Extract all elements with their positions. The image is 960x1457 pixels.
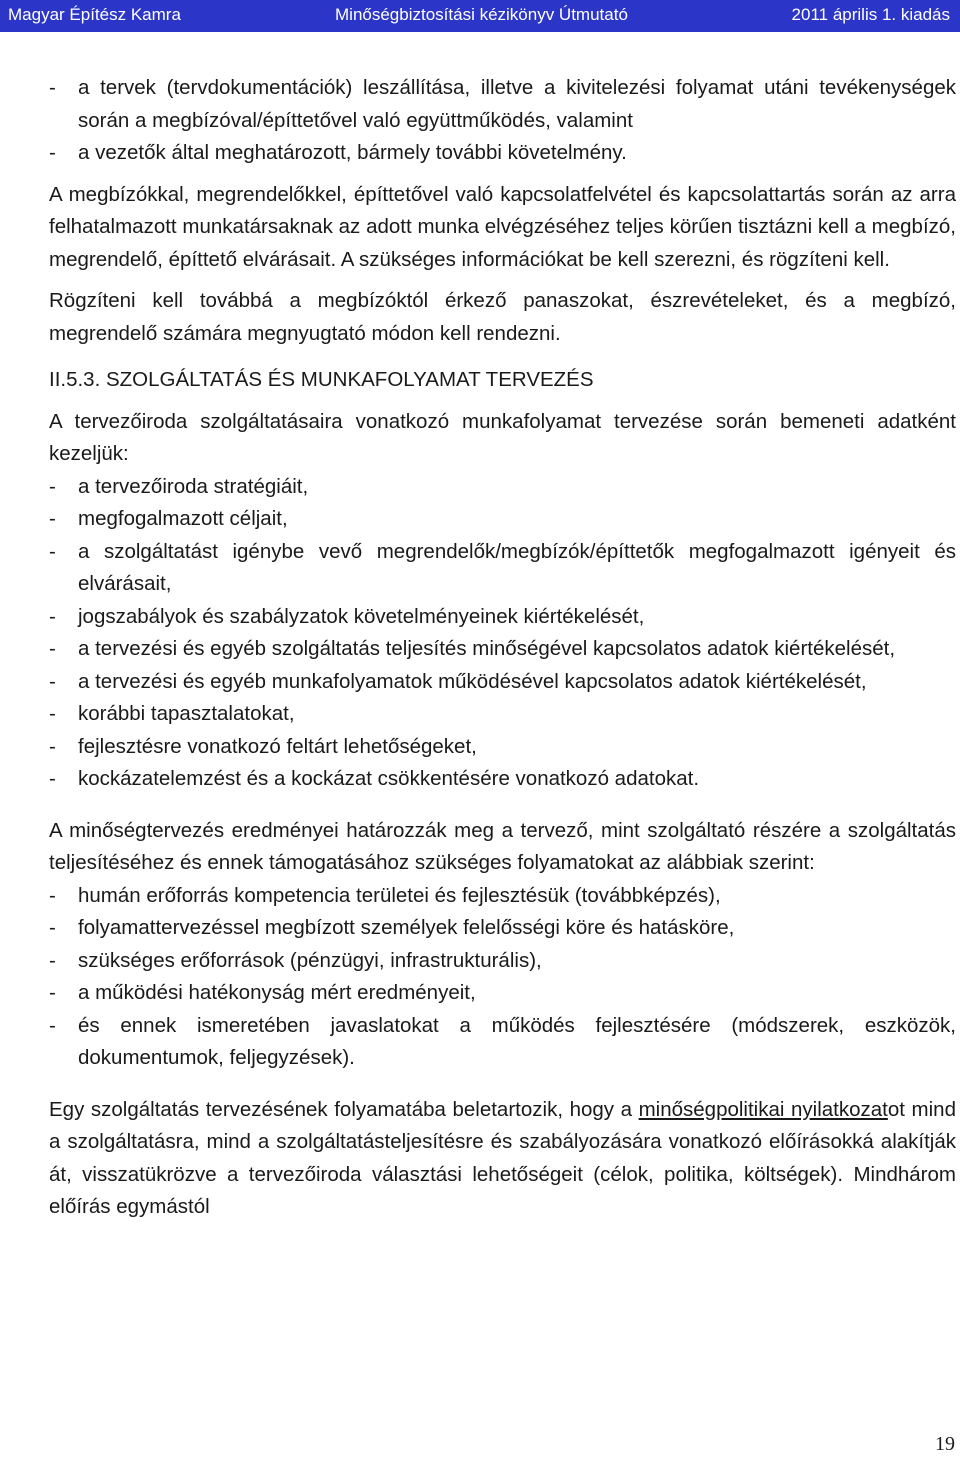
header-organization: Magyar Építész Kamra xyxy=(8,5,181,24)
page-number: 19 xyxy=(935,1433,955,1455)
list-item: - korábbi tapasztalatokat, xyxy=(49,698,956,731)
list-item: - szükséges erőforrások (pénzügyi, infrastrukturális), xyxy=(49,945,956,978)
list-item: - a szolgáltatást igénybe vevő megrendelők/megbízók/építtetők megfogalmazott igényeit és elvárásait, xyxy=(49,536,956,601)
list-item: - jogszabályok és szabályzatok követelményeinek kiértékelését, xyxy=(49,601,956,634)
list-dash: - xyxy=(49,141,56,164)
list-item: - folyamattervezéssel megbízott személyek felelősségi köre és hatásköre, xyxy=(49,912,956,945)
list-dash: - xyxy=(49,507,56,530)
header-edition: 2011 április 1. kiadás xyxy=(791,5,950,24)
list-dash: - xyxy=(49,767,56,790)
list-item: - a működési hatékonyság mért eredményeit, xyxy=(49,977,956,1010)
list-dash: - xyxy=(49,637,56,660)
list-item: - a vezetők által meghatározott, bármely további követelmény. xyxy=(49,137,956,170)
list-dash: - xyxy=(49,76,56,99)
list-item: - a tervek (tervdokumentációk) leszállítása, illetve a kivitelezési folyamat utáni tevékenységek során a megbízóval/építtetővel való együttműködés, valamint xyxy=(49,72,956,137)
document-header xyxy=(0,0,960,32)
quality-policy-link[interactable]: minőségpolitikai nyilatkozat xyxy=(638,1097,888,1121)
list-item: - a tervezési és egyéb munkafolyamatok működésével kapcsolatos adatok kiértékelését, xyxy=(49,666,956,699)
list-dash: - xyxy=(49,916,56,939)
paragraph-quality-planning: A minőségtervezés eredményei határozzák meg a tervező, mint szolgáltató részére a szolgáltatás teljesítéséhez és ennek támogatásához szükséges folyamatokat az alábbiak szerint: xyxy=(49,818,956,874)
paragraph-complaints: Rögzíteni kell továbbá a megbízóktól érkező panaszokat, észrevételeket, és a megbízó, megrendelő számára megnyugtató módon kell rendezni. xyxy=(49,289,956,345)
list-dash: - xyxy=(49,539,56,563)
list-item: - megfogalmazott céljait, xyxy=(49,503,956,536)
list-inputs xyxy=(49,471,956,796)
list-dash: - xyxy=(49,474,56,498)
list-item: - a tervezési és egyéb szolgáltatás teljesítés minőségével kapcsolatos adatok kiértékelését, xyxy=(49,633,956,666)
list-top xyxy=(49,72,956,170)
paragraph-inputs-intro: A tervezőiroda szolgáltatásaira vonatkozó munkafolyamat tervezése során bemeneti adatként kezeljük: xyxy=(49,409,956,465)
list-dash: - xyxy=(49,604,56,628)
page-body xyxy=(49,72,956,1224)
list-dash: - xyxy=(49,1013,56,1037)
list-dash: - xyxy=(49,669,56,693)
list-dash: - xyxy=(49,702,56,725)
list-dash: - xyxy=(49,883,56,907)
paragraph-service-design: Egy szolgáltatás tervezésének folyamatába beletartozik, hogy a minőségpolitikai nyilatkozatot mind a szolgáltatásra, mind a szolgáltatásteljesítésre és szabályozására vonatkozó előírásokká alakítják át, visszatükrözve a tervezőiroda választási lehetőségeit (célok, politika, költségek). Mindhárom előírás egymástól xyxy=(49,1097,956,1218)
list-item: - fejlesztésre vonatkozó feltárt lehetőségeket, xyxy=(49,731,956,764)
list-dash: - xyxy=(49,981,56,1004)
list-item: - kockázatelemzést és a kockázat csökkentésére vonatkozó adatokat. xyxy=(49,763,956,796)
list-item: - a tervezőiroda stratégiáit, xyxy=(49,471,956,504)
paragraph-contact: A megbízókkal, megrendelőkkel, építtetővel való kapcsolatfelvétel és kapcsolattartás során az arra felhatalmazott munkatársaknak az adott munka elvégzéséhez teljes körűen tisztázni kell a megbízó, megrendelő, építtető elvárásait. A szükséges információkat be kell szerezni, és rögzíteni kell. xyxy=(49,182,956,271)
list-item: - és ennek ismeretében javaslatokat a működés fejlesztésére (módszerek, eszközök, dokumentumok, feljegyzések). xyxy=(49,1010,956,1075)
list-dash: - xyxy=(49,734,56,758)
header-document-title: Minőségbiztosítási kézikönyv Útmutató xyxy=(335,5,628,24)
list-item: - humán erőforrás kompetencia területei és fejlesztésük (továbbképzés), xyxy=(49,880,956,913)
list-results xyxy=(49,880,956,1075)
section-heading: II.5.3. SZOLGÁLTATÁS ÉS MUNKAFOLYAMAT TERVEZÉS xyxy=(49,368,594,391)
list-dash: - xyxy=(49,948,56,972)
